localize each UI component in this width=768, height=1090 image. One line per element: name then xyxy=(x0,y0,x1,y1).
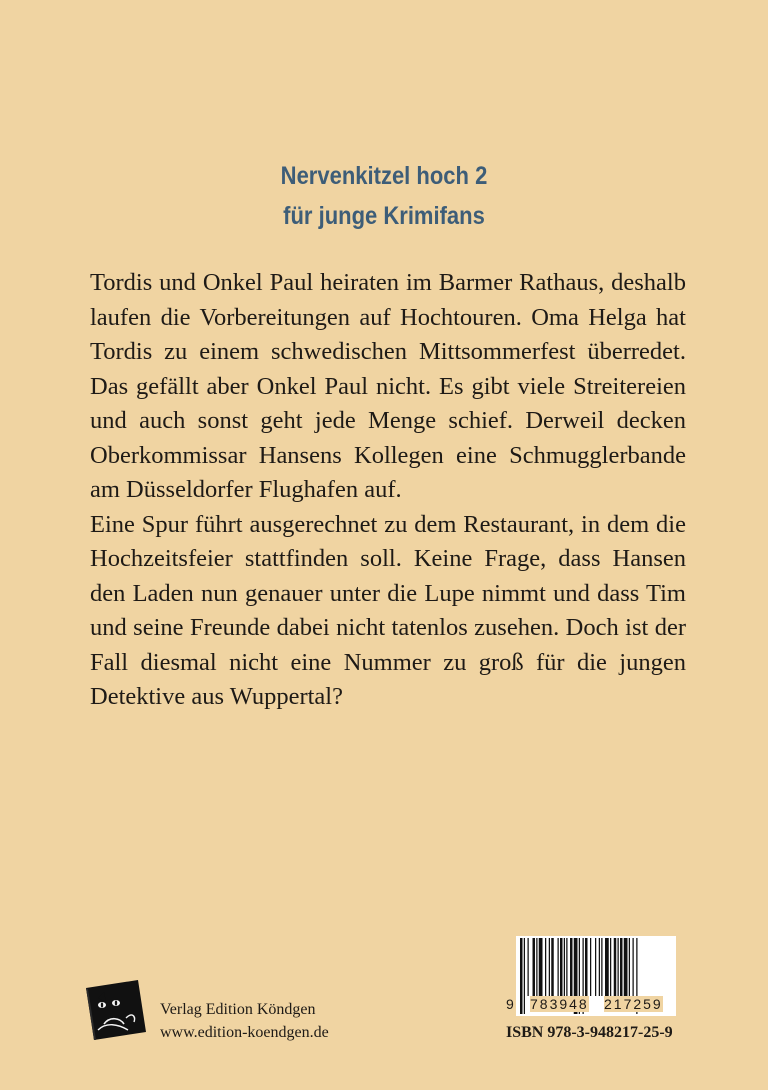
barcode-bar xyxy=(629,938,630,996)
barcode-bar xyxy=(610,938,611,996)
black-cat-logo-icon xyxy=(84,978,148,1042)
blurb-paragraph-2: Eine Spur führt ausgerechnet zu dem Restaurant, in dem die Hochzeitsfeier stattfinden soll. Keine Frage, dass Hansen den Laden nun genauer unter die Lupe nimmt und dass Tim und seine Freunde dabei nicht tatenlos zusehen. Doch ist der Fall diesmal nicht eine Nummer zu groß für die jungen Detektive aus Wuppertal? xyxy=(90,510,686,710)
barcode-bar xyxy=(633,938,634,996)
barcode-bar xyxy=(605,938,609,996)
barcode-bar xyxy=(599,938,600,996)
barcode-bar xyxy=(533,938,536,996)
barcode-digits-left: 783948 xyxy=(530,996,589,1012)
barcode-bar xyxy=(585,938,588,996)
barcode-bar xyxy=(520,938,523,1014)
barcode-bar xyxy=(560,938,563,996)
barcode-bar xyxy=(601,938,602,996)
publisher-url: www.edition-koendgen.de xyxy=(160,1024,329,1041)
publisher-name: Verlag Edition Köndgen xyxy=(160,1001,316,1018)
barcode-digits-right: 217259 xyxy=(604,996,663,1012)
barcode-bar xyxy=(590,938,591,996)
blurb-paragraph-1: Tordis und Onkel Paul heiraten im Barmer Rathaus, deshalb laufen die Vorbereitungen auf Hochtouren. Oma Helga hat Tordis zu einem schwedischen Mittsommerfest überredet. Das gefällt aber Onkel Paul nicht. Es gibt viele Streitereien und auch sonst geht jede Menge schief. Derweil decken Oberkommissar Hansens Kollegen eine Schmugglerbande am Düsseldorfer Flughafen auf. xyxy=(90,269,686,503)
barcode-bar xyxy=(524,938,525,1014)
blurb-text xyxy=(90,266,686,715)
barcode-bar xyxy=(620,938,623,996)
barcode-bar xyxy=(564,938,565,996)
barcode-bar xyxy=(551,938,554,996)
isbn-number: ISBN 978-3-948217-25-9 xyxy=(506,1024,673,1041)
barcode-bar xyxy=(549,938,550,996)
barcode-bar xyxy=(624,938,628,996)
barcode-bar xyxy=(558,938,559,996)
barcode-bar xyxy=(614,938,617,996)
barcode-bar xyxy=(618,938,619,996)
barcode-bar xyxy=(545,938,546,996)
tagline-line-1: Nervenkitzel hoch 2 xyxy=(280,162,488,190)
barcode-bar xyxy=(570,938,573,996)
barcode-bar xyxy=(536,938,537,996)
barcode-bar xyxy=(566,938,567,996)
barcode-bar xyxy=(595,938,596,996)
barcode-bar xyxy=(528,938,529,996)
barcode-digit-first: 9 xyxy=(506,996,514,1012)
tagline-line-2: für junge Krimifans xyxy=(283,202,485,230)
barcode-bar xyxy=(539,938,543,996)
